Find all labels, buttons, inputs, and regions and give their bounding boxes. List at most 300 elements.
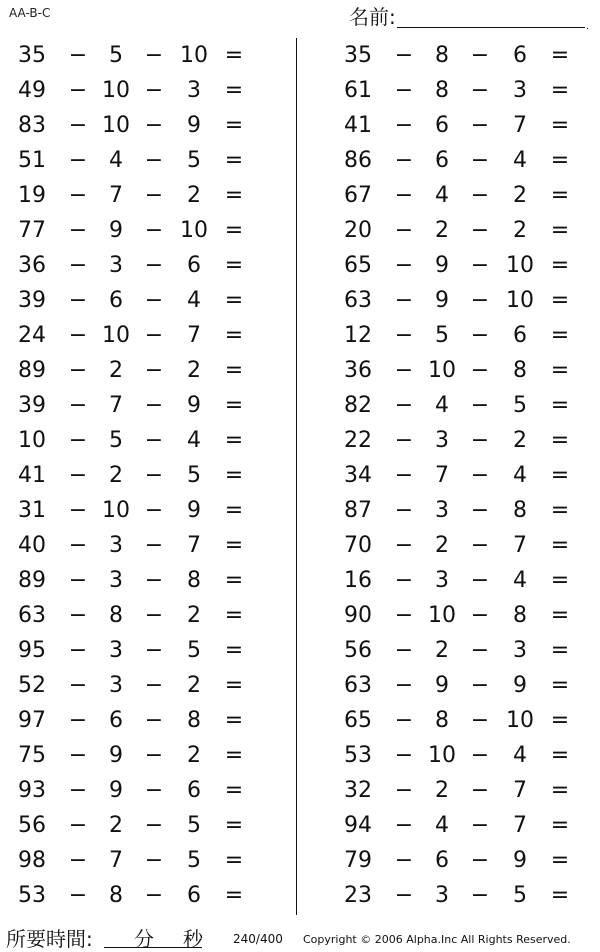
minus-sign: −	[470, 673, 490, 698]
minus-sign: −	[394, 568, 414, 593]
minus-sign: −	[470, 743, 490, 768]
first-subtrahend: 3	[435, 883, 449, 908]
equals-sign: =	[550, 778, 570, 803]
problem-row	[310, 248, 600, 283]
minus-sign: −	[470, 113, 490, 138]
second-subtrahend: 10	[180, 43, 208, 68]
minus-sign: −	[144, 218, 164, 243]
first-subtrahend: 2	[109, 813, 123, 838]
minus-sign: −	[470, 358, 490, 383]
minus-sign: −	[394, 78, 414, 103]
equals-sign: =	[224, 43, 244, 68]
first-subtrahend: 3	[109, 568, 123, 593]
minuend: 65	[344, 708, 372, 733]
minus-sign: −	[394, 743, 414, 768]
problem-row	[310, 878, 600, 913]
minus-sign: −	[144, 813, 164, 838]
problem-row	[0, 178, 290, 213]
equals-sign: =	[550, 288, 570, 313]
problem-row	[0, 878, 290, 913]
second-subtrahend: 6	[513, 323, 527, 348]
problem-row	[0, 38, 290, 73]
problem-row	[310, 283, 600, 318]
equals-sign: =	[224, 848, 244, 873]
equals-sign: =	[550, 638, 570, 663]
second-subtrahend: 8	[513, 498, 527, 523]
equals-sign: =	[550, 533, 570, 558]
problem-row	[310, 843, 600, 878]
minuend: 77	[18, 218, 46, 243]
problem-row	[0, 773, 290, 808]
minus-sign: −	[68, 113, 88, 138]
second-subtrahend: 4	[513, 743, 527, 768]
second-subtrahend: 6	[187, 253, 201, 278]
problem-row	[0, 703, 290, 738]
first-subtrahend: 3	[435, 498, 449, 523]
minus-sign: −	[394, 288, 414, 313]
minuend: 70	[344, 533, 372, 558]
second-subtrahend: 3	[513, 78, 527, 103]
minus-sign: −	[470, 253, 490, 278]
problem-row	[310, 143, 600, 178]
minus-sign: −	[68, 148, 88, 173]
second-subtrahend: 2	[187, 603, 201, 628]
equals-sign: =	[224, 708, 244, 733]
minuend: 63	[344, 288, 372, 313]
minus-sign: −	[470, 603, 490, 628]
minuend: 41	[18, 463, 46, 488]
second-subtrahend: 7	[513, 813, 527, 838]
minus-sign: −	[68, 288, 88, 313]
problem-row	[310, 493, 600, 528]
equals-sign: =	[224, 778, 244, 803]
minus-sign: −	[394, 603, 414, 628]
second-subtrahend: 2	[513, 428, 527, 453]
second-subtrahend: 4	[187, 288, 201, 313]
problem-row	[310, 423, 600, 458]
second-subtrahend: 9	[513, 848, 527, 873]
second-subtrahend: 10	[506, 708, 534, 733]
equals-sign: =	[550, 218, 570, 243]
first-subtrahend: 2	[435, 638, 449, 663]
minuend: 32	[344, 778, 372, 803]
minus-sign: −	[394, 253, 414, 278]
equals-sign: =	[550, 358, 570, 383]
minus-sign: −	[470, 148, 490, 173]
minus-sign: −	[470, 848, 490, 873]
minus-sign: −	[394, 323, 414, 348]
second-subtrahend: 7	[187, 533, 201, 558]
second-subtrahend: 9	[187, 113, 201, 138]
problem-row	[0, 843, 290, 878]
equals-sign: =	[550, 673, 570, 698]
minus-sign: −	[394, 218, 414, 243]
minus-sign: −	[144, 428, 164, 453]
first-subtrahend: 3	[109, 638, 123, 663]
equals-sign: =	[550, 708, 570, 733]
minuend: 35	[18, 43, 46, 68]
problem-row	[0, 598, 290, 633]
minuend: 93	[18, 778, 46, 803]
problem-row	[0, 318, 290, 353]
problem-row	[310, 353, 600, 388]
minuend: 31	[18, 498, 46, 523]
right-problem-column	[310, 38, 600, 913]
first-subtrahend: 10	[428, 743, 456, 768]
first-subtrahend: 9	[109, 743, 123, 768]
minus-sign: −	[394, 498, 414, 523]
minuend: 53	[18, 883, 46, 908]
second-subtrahend: 8	[187, 568, 201, 593]
minutes-label: 分	[134, 927, 154, 951]
minus-sign: −	[68, 638, 88, 663]
second-subtrahend: 4	[513, 568, 527, 593]
problem-row	[0, 388, 290, 423]
column-divider	[296, 38, 297, 915]
problem-row	[0, 528, 290, 563]
equals-sign: =	[224, 183, 244, 208]
minuend: 97	[18, 708, 46, 733]
equals-sign: =	[224, 358, 244, 383]
problem-count: 240/400	[233, 932, 283, 946]
second-subtrahend: 10	[180, 218, 208, 243]
minus-sign: −	[144, 78, 164, 103]
second-subtrahend: 2	[187, 743, 201, 768]
minuend: 95	[18, 638, 46, 663]
minuend: 56	[344, 638, 372, 663]
second-subtrahend: 8	[513, 358, 527, 383]
second-subtrahend: 5	[187, 638, 201, 663]
equals-sign: =	[224, 323, 244, 348]
problem-row	[0, 353, 290, 388]
copyright: Copyright © 2006 Alpha.Inc All Rights Reserved.	[303, 933, 571, 946]
problem-row	[310, 388, 600, 423]
minus-sign: −	[394, 183, 414, 208]
second-subtrahend: 7	[513, 533, 527, 558]
minuend: 12	[344, 323, 372, 348]
minuend: 67	[344, 183, 372, 208]
minus-sign: −	[68, 428, 88, 453]
minuend: 89	[18, 568, 46, 593]
minuend: 40	[18, 533, 46, 558]
problem-row	[0, 808, 290, 843]
problem-row	[0, 143, 290, 178]
first-subtrahend: 8	[435, 43, 449, 68]
minus-sign: −	[144, 533, 164, 558]
seconds-label: 秒	[183, 927, 203, 951]
left-problem-column	[0, 38, 290, 913]
minuend: 22	[344, 428, 372, 453]
minus-sign: −	[470, 813, 490, 838]
second-subtrahend: 5	[187, 848, 201, 873]
name-area	[349, 5, 589, 32]
first-subtrahend: 2	[109, 463, 123, 488]
equals-sign: =	[224, 113, 244, 138]
minuend: 56	[18, 813, 46, 838]
minuend: 79	[344, 848, 372, 873]
equals-sign: =	[550, 498, 570, 523]
second-subtrahend: 7	[513, 113, 527, 138]
minuend: 82	[344, 393, 372, 418]
problem-row	[310, 73, 600, 108]
second-subtrahend: 5	[187, 148, 201, 173]
minus-sign: −	[68, 358, 88, 383]
equals-sign: =	[550, 43, 570, 68]
minuend: 98	[18, 848, 46, 873]
first-subtrahend: 9	[109, 778, 123, 803]
minuend: 75	[18, 743, 46, 768]
equals-sign: =	[224, 568, 244, 593]
first-subtrahend: 6	[435, 148, 449, 173]
minuend: 19	[18, 183, 46, 208]
minuend: 53	[344, 743, 372, 768]
first-subtrahend: 3	[435, 568, 449, 593]
worksheet-code: AA-B-C	[9, 6, 51, 20]
minus-sign: −	[68, 673, 88, 698]
minus-sign: −	[68, 533, 88, 558]
second-subtrahend: 2	[513, 218, 527, 243]
second-subtrahend: 6	[187, 778, 201, 803]
equals-sign: =	[224, 813, 244, 838]
first-subtrahend: 10	[102, 113, 130, 138]
first-subtrahend: 6	[109, 708, 123, 733]
minuend: 51	[18, 148, 46, 173]
minus-sign: −	[68, 498, 88, 523]
minus-sign: −	[144, 253, 164, 278]
minus-sign: −	[394, 113, 414, 138]
problem-row	[310, 808, 600, 843]
equals-sign: =	[550, 428, 570, 453]
time-label: 所要時間:	[6, 927, 93, 951]
second-subtrahend: 9	[187, 393, 201, 418]
minus-sign: −	[144, 848, 164, 873]
second-subtrahend: 2	[513, 183, 527, 208]
equals-sign: =	[550, 848, 570, 873]
minus-sign: −	[68, 883, 88, 908]
minus-sign: −	[68, 778, 88, 803]
minus-sign: −	[68, 393, 88, 418]
equals-sign: =	[224, 673, 244, 698]
first-subtrahend: 7	[109, 848, 123, 873]
problem-row	[310, 318, 600, 353]
second-subtrahend: 7	[187, 323, 201, 348]
minus-sign: −	[394, 43, 414, 68]
minus-sign: −	[470, 498, 490, 523]
minus-sign: −	[68, 253, 88, 278]
equals-sign: =	[550, 113, 570, 138]
second-subtrahend: 9	[513, 673, 527, 698]
minuend: 39	[18, 288, 46, 313]
equals-sign: =	[224, 463, 244, 488]
minus-sign: −	[68, 848, 88, 873]
first-subtrahend: 8	[109, 603, 123, 628]
name-label: 名前:	[349, 5, 396, 29]
second-subtrahend: 4	[187, 428, 201, 453]
problem-row	[0, 738, 290, 773]
equals-sign: =	[550, 603, 570, 628]
name-line	[397, 27, 585, 28]
minus-sign: −	[394, 533, 414, 558]
first-subtrahend: 2	[435, 218, 449, 243]
equals-sign: =	[550, 393, 570, 418]
first-subtrahend: 8	[109, 883, 123, 908]
minus-sign: −	[470, 218, 490, 243]
equals-sign: =	[550, 78, 570, 103]
problem-row	[310, 528, 600, 563]
problem-row	[310, 668, 600, 703]
equals-sign: =	[224, 253, 244, 278]
minus-sign: −	[470, 323, 490, 348]
problem-row	[310, 108, 600, 143]
problem-row	[0, 633, 290, 668]
first-subtrahend: 10	[102, 78, 130, 103]
equals-sign: =	[224, 533, 244, 558]
equals-sign: =	[224, 603, 244, 628]
minus-sign: −	[68, 568, 88, 593]
second-subtrahend: 3	[513, 638, 527, 663]
problem-row	[310, 178, 600, 213]
second-subtrahend: 9	[187, 498, 201, 523]
name-end-dot: .	[585, 21, 589, 32]
first-subtrahend: 10	[428, 603, 456, 628]
footer	[0, 921, 600, 952]
problem-row	[0, 108, 290, 143]
minus-sign: −	[470, 638, 490, 663]
minus-sign: −	[470, 288, 490, 313]
minus-sign: −	[68, 43, 88, 68]
minus-sign: −	[470, 533, 490, 558]
equals-sign: =	[224, 288, 244, 313]
minus-sign: −	[394, 148, 414, 173]
problem-row	[0, 493, 290, 528]
first-subtrahend: 5	[435, 323, 449, 348]
second-subtrahend: 3	[187, 78, 201, 103]
minus-sign: −	[470, 463, 490, 488]
problem-row	[0, 458, 290, 493]
equals-sign: =	[550, 813, 570, 838]
problem-row	[310, 38, 600, 73]
minuend: 87	[344, 498, 372, 523]
first-subtrahend: 10	[102, 498, 130, 523]
first-subtrahend: 3	[435, 428, 449, 453]
minuend: 49	[18, 78, 46, 103]
first-subtrahend: 3	[109, 253, 123, 278]
problem-row	[310, 773, 600, 808]
equals-sign: =	[550, 253, 570, 278]
first-subtrahend: 5	[109, 428, 123, 453]
first-subtrahend: 2	[435, 778, 449, 803]
minus-sign: −	[394, 778, 414, 803]
minus-sign: −	[144, 883, 164, 908]
equals-sign: =	[550, 183, 570, 208]
first-subtrahend: 2	[109, 358, 123, 383]
second-subtrahend: 4	[513, 463, 527, 488]
first-subtrahend: 2	[435, 533, 449, 558]
problem-row	[310, 633, 600, 668]
minus-sign: −	[470, 43, 490, 68]
equals-sign: =	[224, 743, 244, 768]
minus-sign: −	[394, 673, 414, 698]
minus-sign: −	[68, 78, 88, 103]
minus-sign: −	[470, 568, 490, 593]
first-subtrahend: 6	[435, 848, 449, 873]
minus-sign: −	[144, 113, 164, 138]
first-subtrahend: 3	[109, 673, 123, 698]
minus-sign: −	[144, 638, 164, 663]
first-subtrahend: 3	[109, 533, 123, 558]
minus-sign: −	[144, 288, 164, 313]
problem-row	[310, 563, 600, 598]
first-subtrahend: 10	[428, 358, 456, 383]
first-subtrahend: 4	[435, 183, 449, 208]
minus-sign: −	[394, 428, 414, 453]
minus-sign: −	[470, 78, 490, 103]
equals-sign: =	[550, 463, 570, 488]
problem-row	[0, 213, 290, 248]
minuend: 24	[18, 323, 46, 348]
minus-sign: −	[470, 883, 490, 908]
minuend: 83	[18, 113, 46, 138]
second-subtrahend: 2	[187, 673, 201, 698]
first-subtrahend: 8	[435, 78, 449, 103]
first-subtrahend: 9	[435, 673, 449, 698]
equals-sign: =	[550, 148, 570, 173]
minus-sign: −	[394, 638, 414, 663]
minus-sign: −	[68, 323, 88, 348]
minuend: 63	[18, 603, 46, 628]
minuend: 36	[18, 253, 46, 278]
equals-sign: =	[224, 148, 244, 173]
minus-sign: −	[68, 218, 88, 243]
minuend: 90	[344, 603, 372, 628]
minuend: 34	[344, 463, 372, 488]
minus-sign: −	[144, 743, 164, 768]
second-subtrahend: 4	[513, 148, 527, 173]
minus-sign: −	[68, 463, 88, 488]
second-subtrahend: 6	[513, 43, 527, 68]
minus-sign: −	[144, 358, 164, 383]
first-subtrahend: 5	[109, 43, 123, 68]
minus-sign: −	[68, 743, 88, 768]
problem-row	[310, 703, 600, 738]
first-subtrahend: 8	[435, 708, 449, 733]
minuend: 16	[344, 568, 372, 593]
second-subtrahend: 5	[187, 463, 201, 488]
second-subtrahend: 10	[506, 253, 534, 278]
minus-sign: −	[144, 183, 164, 208]
first-subtrahend: 4	[435, 393, 449, 418]
second-subtrahend: 8	[513, 603, 527, 628]
minuend: 86	[344, 148, 372, 173]
minus-sign: −	[144, 603, 164, 628]
minus-sign: −	[144, 323, 164, 348]
minuend: 89	[18, 358, 46, 383]
minus-sign: −	[144, 568, 164, 593]
minuend: 65	[344, 253, 372, 278]
problem-row	[0, 668, 290, 703]
problem-row	[0, 563, 290, 598]
first-subtrahend: 7	[435, 463, 449, 488]
minuend: 61	[344, 78, 372, 103]
first-subtrahend: 6	[435, 113, 449, 138]
equals-sign: =	[224, 883, 244, 908]
minuend: 63	[344, 673, 372, 698]
minus-sign: −	[68, 813, 88, 838]
first-subtrahend: 10	[102, 323, 130, 348]
second-subtrahend: 10	[506, 288, 534, 313]
second-subtrahend: 8	[187, 708, 201, 733]
problem-row	[310, 598, 600, 633]
